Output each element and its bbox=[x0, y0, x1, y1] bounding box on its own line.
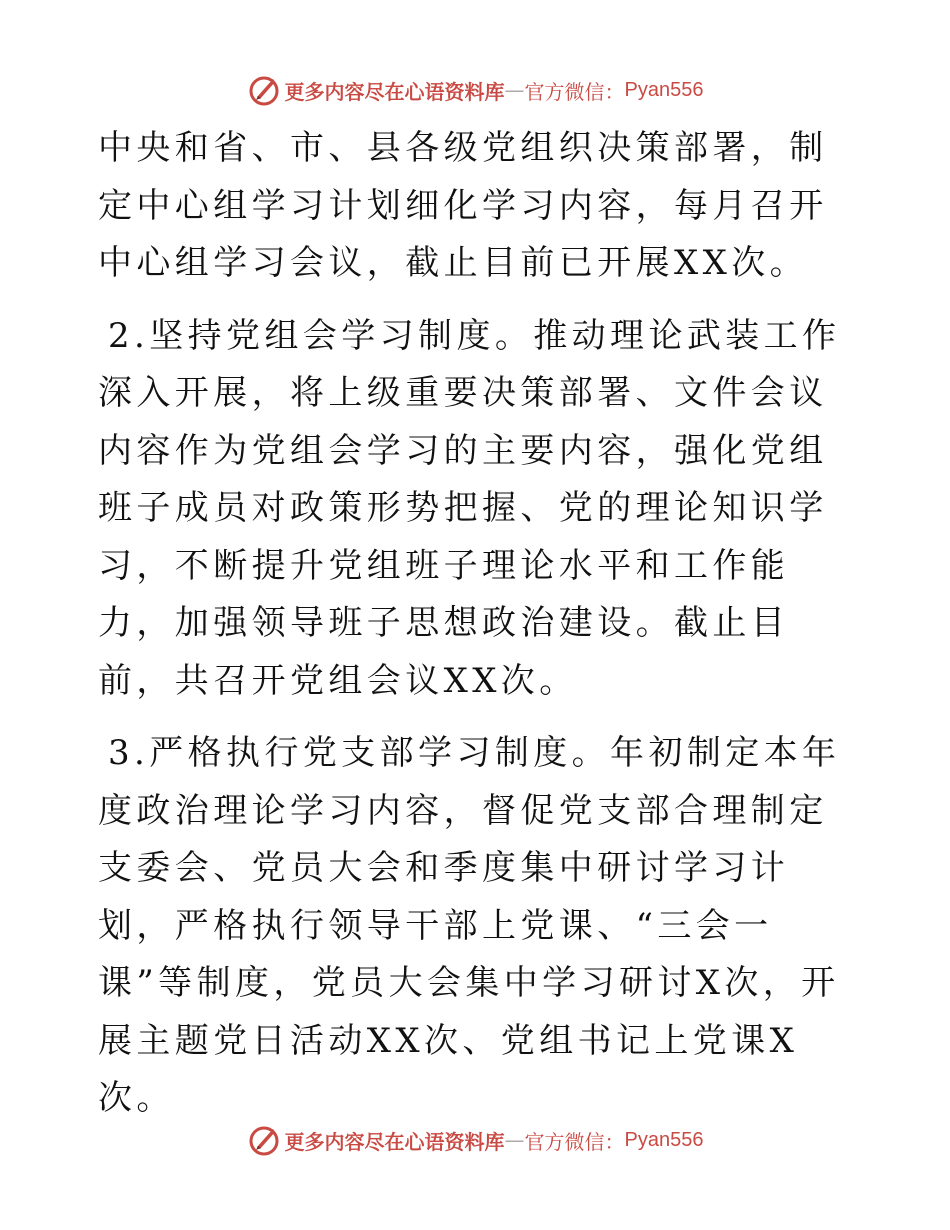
header-brand-text: 更多内容尽在心语资料库 bbox=[284, 79, 505, 104]
header-wechat-id: Pyan556 bbox=[624, 78, 704, 101]
footer-dash: — bbox=[504, 1128, 525, 1152]
footer-brand-text: 更多内容尽在心语资料库 bbox=[284, 1129, 505, 1154]
paragraph-item-2: 2.坚持党组会学习制度。推动理论武装工作深入开展，将上级重要决策部署、文件会议内容作为党组会学习的主要内容，强化党组班子成员对政策形势把握、党的理论知识学习，不断提升党组班子理论水平和工作能力，加强领导班子思想政治建设。截止目前，共召开党组会议XX次。 bbox=[98, 315, 841, 701]
header-official-label: 官方微信： bbox=[524, 79, 625, 104]
quill-pen-logo-icon bbox=[247, 1123, 281, 1157]
document-body bbox=[98, 120, 858, 1128]
footer-wechat-id: Pyan556 bbox=[624, 1128, 704, 1151]
header-watermark bbox=[0, 70, 950, 110]
paragraph-item-3: 3.严格执行党支部学习制度。年初制定本年度政治理论学习内容，督促党支部合理制定支委会、党员大会和季度集中研讨学习计划，严格执行领导干部上党课、“三会一课”等制度，党员大会集中学习研讨X次，开展主题党日活动XX次、党组书记上党课X次。 bbox=[98, 733, 841, 1118]
header-dash: — bbox=[504, 78, 525, 102]
footer-watermark bbox=[0, 1120, 950, 1160]
paragraph-continuation: 中央和省、市、县各级党组织决策部署，制定中心组学习计划细化学习内容，每月召开中心组学习会议，截止目前已开展XX次。 bbox=[98, 128, 828, 283]
quill-pen-logo-icon bbox=[247, 73, 281, 107]
footer-official-label: 官方微信： bbox=[524, 1129, 625, 1154]
